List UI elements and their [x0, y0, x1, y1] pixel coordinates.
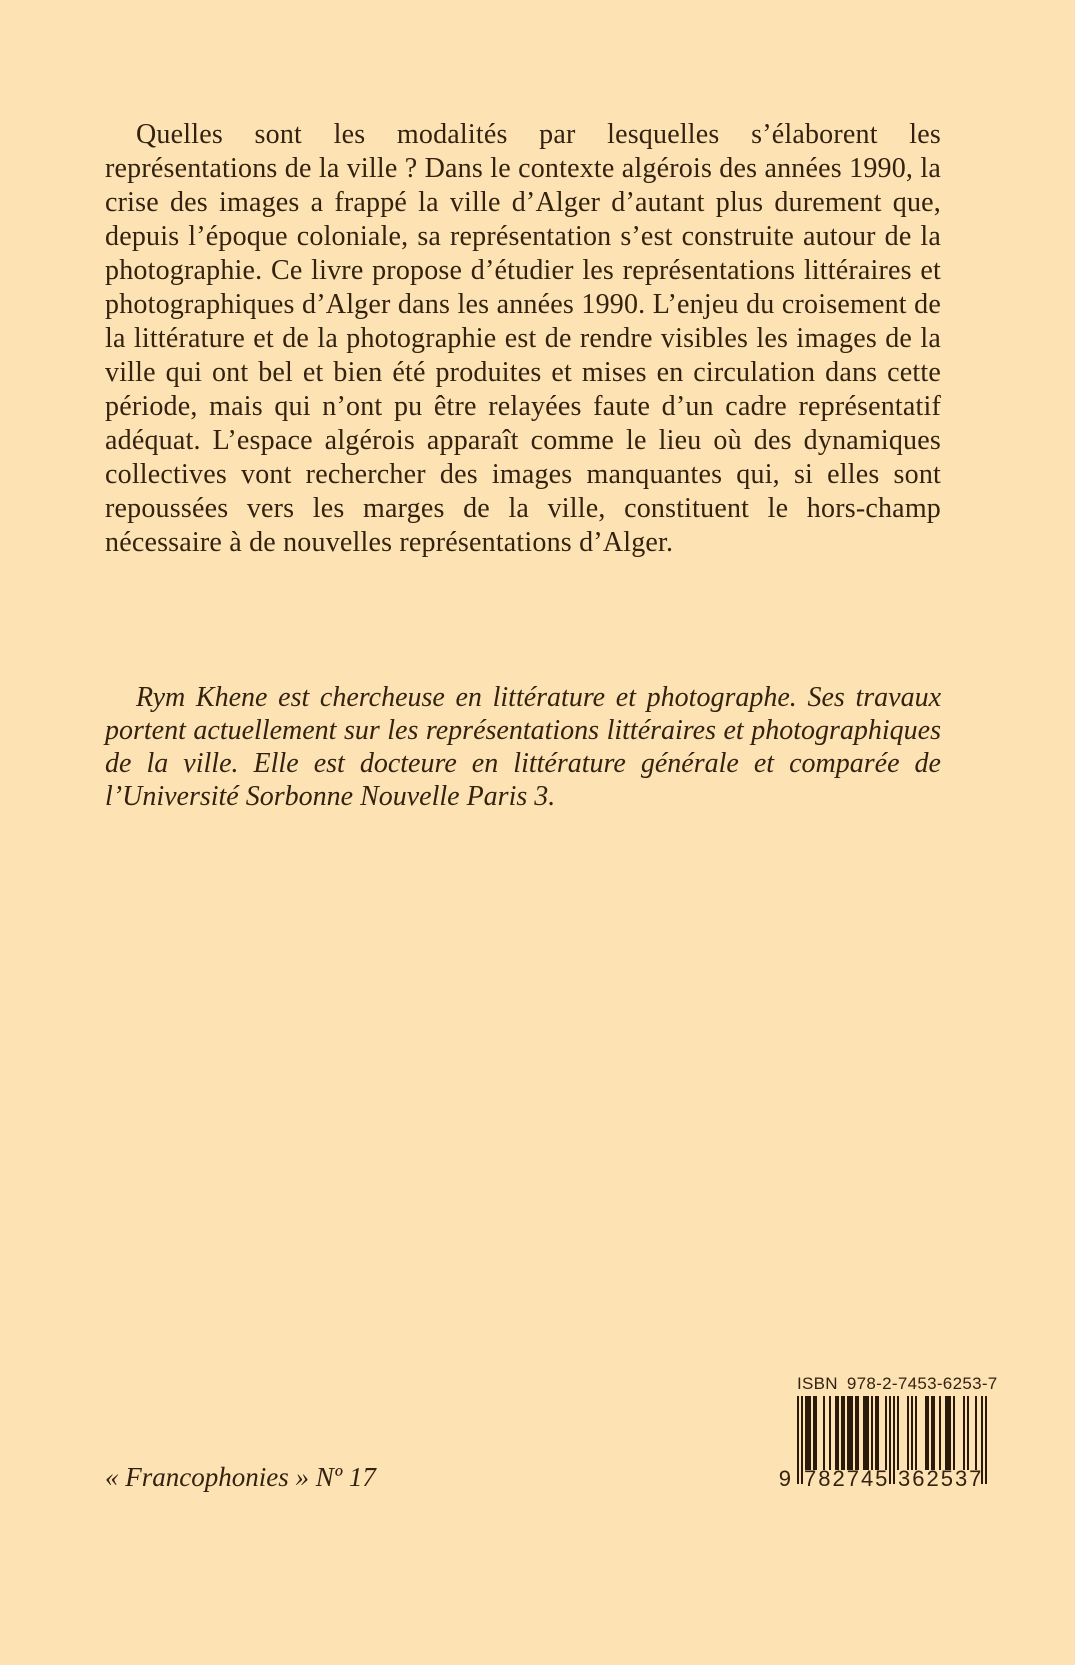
- barcode-digit-first: 9: [778, 1466, 791, 1491]
- barcode-digits-left: 782745: [804, 1466, 890, 1491]
- synopsis-paragraph: Quelles sont les modalités par lesquelles s’élaborent les représentations de la ville ? Dans le contexte algérois des années 1990, la crise des images a frappé la ville d’Alger d’autant plus durement que, depuis l’époque coloniale, sa représentation s’est construite autour de la photographie. Ce livre propose d’étudier les représentations littéraires et photographiques d’Alger dans les années 1990. L’enjeu du croisement de la littérature et de la photographie est de rendre visibles les images de la ville qui ont bel et bien été produites et mises en circulation dans cette période, mais qui n’ont pu être relayées faute d’un cadre représentatif adéquat. L’espace algérois apparaît comme le lieu où des dynamiques collectives vont rechercher des images manquantes qui, si elles sont repoussées vers les marges de la ville, constituent le hors-champ nécessaire à de nouvelles représentations d’Alger.: [105, 119, 941, 558]
- isbn-number: 978-2-7453-6253-7: [846, 1374, 998, 1393]
- isbn-block: [778, 1374, 998, 1508]
- author-bio-paragraph: Rym Khene est chercheuse en littérature et photographe. Ses travaux portent actuellement sur les représentations littéraires et photographiques de la ville. Elle est docteure en littérature générale et comparée de l’Université Sorbonne Nouvelle Paris 3.: [105, 682, 941, 812]
- isbn-label: ISBN: [797, 1374, 838, 1393]
- ean13-barcode: [778, 1396, 987, 1508]
- barcode-digits-right: 362537: [898, 1466, 984, 1491]
- series-label: « Francophonies » Nº 17: [105, 1462, 376, 1492]
- isbn-text: [797, 1374, 998, 1394]
